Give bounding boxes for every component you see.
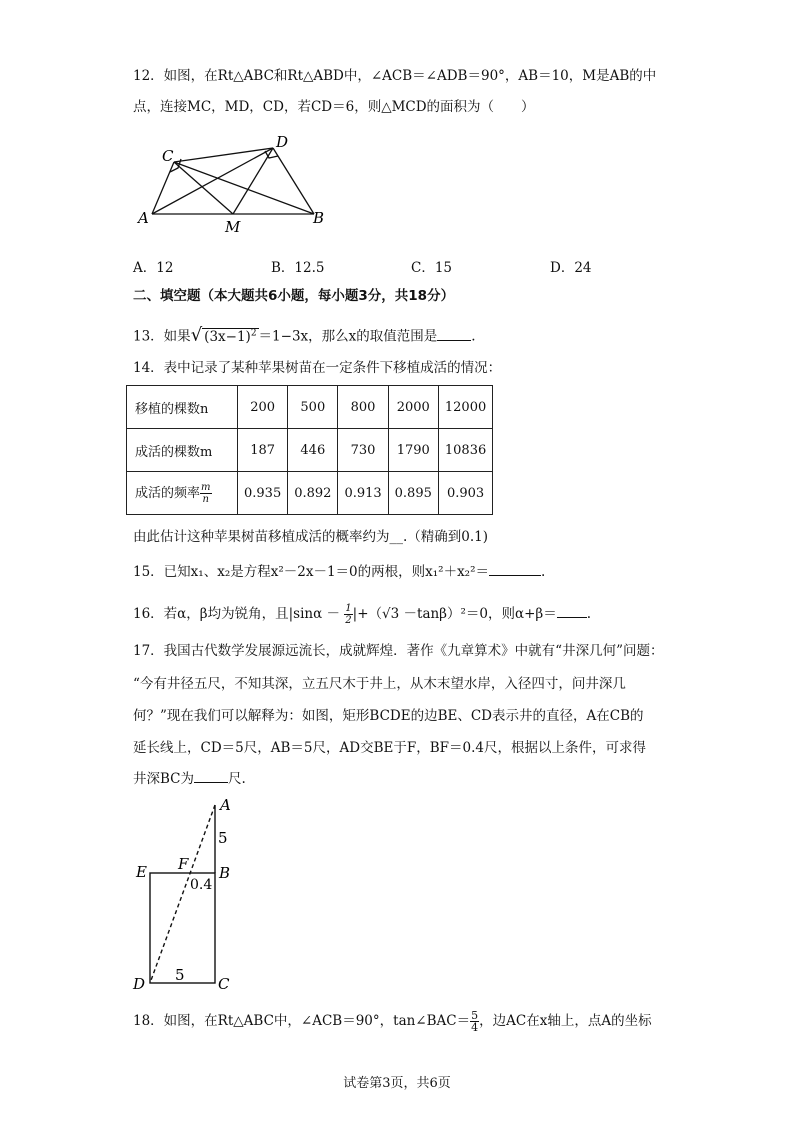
q13-radicand-text: (3x−1)	[204, 328, 251, 345]
seg-cd	[174, 148, 273, 162]
fraction-one-half	[344, 603, 352, 626]
q13-radicand	[202, 328, 258, 345]
frac-num: m	[201, 481, 211, 493]
frac-den: n	[202, 493, 209, 505]
table-cell: 1790	[388, 429, 438, 472]
q12-line2: 点，连接MC，MD，CD，若CD＝6，则△MCD的面积为（ ）	[133, 99, 535, 115]
q17-figure	[128, 795, 248, 995]
q17-line4: 延长线上，CD＝5尺，AB＝5尺，AD交BE于F，BF＝0.4尺，根据以上条件，可求得	[133, 740, 646, 756]
q14-intro: 14．表中记录了某种苹果树苗在一定条件下移植成活的情况：	[133, 360, 502, 376]
q17-line2: “今有井径五尺，不知其深，立五尺木于井上，从木末望水岸，入径四寸，问井深几	[133, 676, 626, 692]
label-b: B	[313, 209, 325, 227]
label-5-ab: 5	[218, 829, 228, 847]
q12-figure	[130, 128, 340, 238]
q16	[133, 603, 591, 626]
seg-db	[273, 148, 314, 214]
table-cell: 10836	[438, 429, 492, 472]
row-label: 移植的棵数n	[127, 386, 238, 429]
frac-den: 4	[471, 1021, 479, 1034]
table-cell: 0.895	[388, 472, 438, 515]
q18	[133, 1010, 652, 1033]
seg-dm	[233, 148, 273, 214]
table-row	[127, 386, 493, 429]
label-e: E	[136, 863, 147, 881]
choice-c[interactable]: C．15	[411, 260, 453, 276]
table-cell: 0.892	[288, 472, 338, 515]
seg-ac	[152, 162, 174, 214]
frac-num: 1	[345, 603, 352, 614]
q17-line1: 17．我国古代数学发展源远流长，成就辉煌．著作《九章算术》中就有“井深几何”问题：	[133, 643, 664, 659]
table-row	[127, 472, 493, 515]
label-d: D	[276, 133, 289, 151]
q17-last-suffix: 尺.	[228, 771, 246, 787]
label-b: B	[219, 864, 231, 882]
table-cell: 0.913	[338, 472, 388, 515]
fraction-m-n	[200, 482, 211, 505]
table-cell: 200	[238, 386, 288, 429]
q17-line3: 何？”现在我们可以解释为：如图，矩形BCDE的边BE、CD表示井的直径，A在CB的	[133, 708, 644, 724]
table-cell: 187	[238, 429, 288, 472]
table-cell: 12000	[438, 386, 492, 429]
sqrt-sign: √	[190, 324, 203, 346]
seg-ad-dashed	[150, 805, 215, 983]
row-label-text: 成活的频率	[135, 485, 201, 501]
q18-part1: 18．如图，在Rt△ABC中，∠ACB＝90°，tan∠BAC＝	[133, 1013, 471, 1029]
choice-b[interactable]: B．12.5	[271, 260, 325, 276]
q13-prefix: 13．如果	[133, 328, 191, 345]
table-cell: 730	[338, 429, 388, 472]
label-c: C	[162, 147, 174, 165]
q13-suffix: ＝1−3x，那么x的取值范围是	[258, 328, 438, 345]
page-footer: 试卷第3页，共6页	[343, 1076, 451, 1091]
q16-blank[interactable]	[557, 617, 587, 618]
section-heading: 二、填空题（本大题共6小题，每小题3分，共18分）	[133, 288, 455, 304]
choice-d[interactable]: D．24	[550, 260, 592, 276]
frac-num: 5	[471, 1009, 479, 1022]
choice-a[interactable]: A．12	[133, 260, 174, 276]
table-cell: 800	[338, 386, 388, 429]
label-04: 0.4	[190, 877, 213, 893]
table-cell: 500	[288, 386, 338, 429]
row-label: 成活的棵数m	[127, 429, 238, 472]
q15	[133, 562, 545, 582]
q15-text: 15．已知x₁、x₂是方程x²－2x－1＝0的两根，则x₁²＋x₂²＝	[133, 564, 490, 580]
table-cell: 2000	[388, 386, 438, 429]
q18-part2: ，边AC在x轴上，点A的坐标	[479, 1013, 652, 1029]
fraction-five-fourths	[470, 1010, 479, 1033]
table-cell: 0.935	[238, 472, 288, 515]
table-cell: 446	[288, 429, 338, 472]
q14-table	[126, 385, 493, 515]
label-a: A	[138, 209, 149, 227]
q16-part1: 16．若α，β均为锐角，且|sinα －	[133, 606, 340, 622]
q17-line5	[133, 769, 246, 789]
q15-blank[interactable]	[489, 575, 541, 576]
q13-blank[interactable]	[437, 340, 471, 341]
label-d: D	[133, 975, 146, 993]
q17-last-prefix: 井深BC为	[133, 771, 195, 787]
q13	[133, 323, 476, 347]
label-m: M	[225, 218, 241, 236]
label-f: F	[178, 855, 189, 873]
q16-end: .	[586, 606, 592, 622]
seg-cm	[174, 162, 233, 214]
label-5-dc: 5	[175, 966, 185, 984]
q15-end: .	[541, 564, 546, 580]
q12-line1: 12．如图，在Rt△ABC和Rt△ABD中，∠ACB＝∠ADB＝90°，AB＝10，M是AB的中	[133, 68, 657, 84]
label-a: A	[220, 796, 231, 814]
q14-after: 由此估计这种苹果树苗移植成活的概率约为__.（精确到0.1)	[133, 529, 489, 545]
q13-exp: 2	[250, 328, 257, 338]
q17-blank[interactable]	[194, 782, 228, 783]
seg-cb	[174, 162, 314, 214]
q13-end: .	[471, 328, 476, 345]
table-row	[127, 429, 493, 472]
row-label	[127, 472, 238, 515]
table-cell: 0.903	[438, 472, 492, 515]
frac-den: 2	[345, 615, 352, 626]
q16-part2: |+（√3 －tanβ）²＝0，则α+β＝	[352, 606, 557, 622]
label-c: C	[218, 975, 230, 993]
